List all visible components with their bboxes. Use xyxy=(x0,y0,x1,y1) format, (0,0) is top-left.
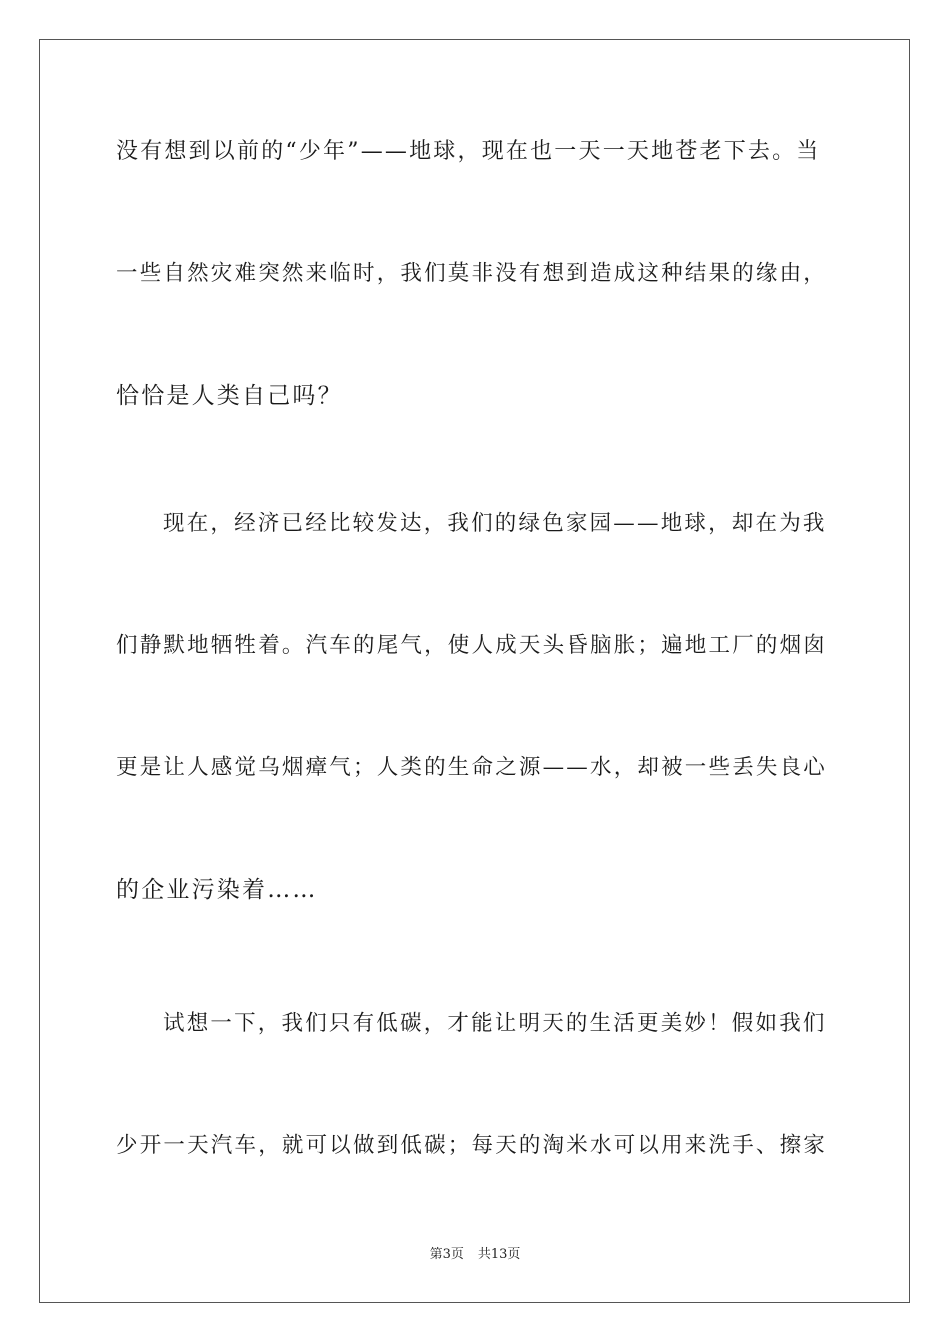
page-border xyxy=(39,39,910,1303)
text-line: 恰恰是人类自己吗？ xyxy=(116,383,343,409)
paragraph-first-line: 现在，经济已经比较发达，我们的绿色家园——地球，却在为我 xyxy=(163,511,827,536)
paragraph-first-line: 试想一下，我们只有低碳，才能让明天的生活更美妙！假如我们 xyxy=(163,1011,827,1036)
text-line: 没有想到以前的“少年”——地球，现在也一天一天地苍老下去。当 xyxy=(116,139,821,164)
text-line: 一些自然灾难突然来临时，我们莫非没有想到造成这种结果的缘由， xyxy=(116,261,828,286)
page-total: 共13页 xyxy=(477,1247,521,1262)
page-footer xyxy=(0,1246,950,1264)
text-line: 的企业污染着…… xyxy=(116,877,318,903)
text-line: 更是让人感觉乌烟瘴气；人类的生命之源——水，却被一些丢失良心 xyxy=(116,755,828,780)
text-line: 们静默地牺牲着。汽车的尾气，使人成天头昏脑胀；遍地工厂的烟囱 xyxy=(116,633,828,658)
page-number: 第3页 xyxy=(429,1247,464,1262)
text-line: 少开一天汽车，就可以做到低碳；每天的淘米水可以用来洗手、擦家 xyxy=(116,1133,828,1158)
